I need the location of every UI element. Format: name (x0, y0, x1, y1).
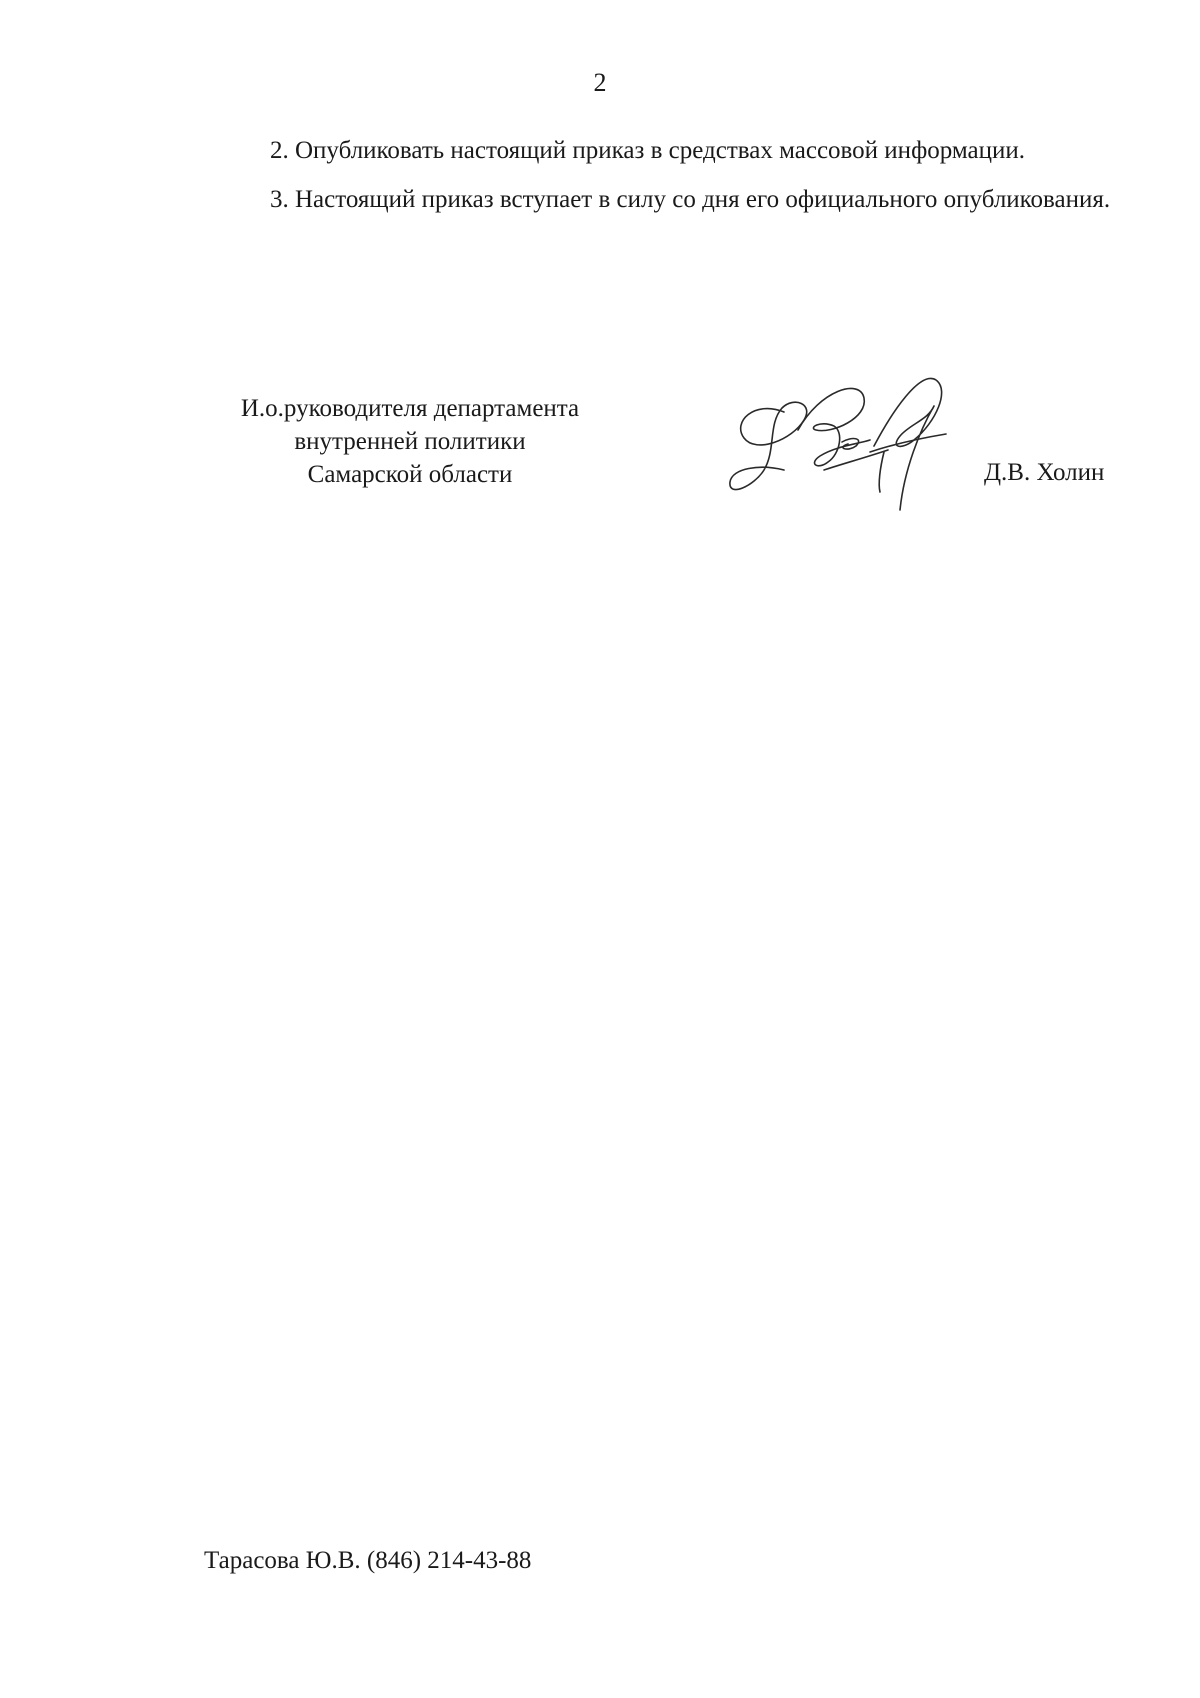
document-body (204, 127, 1128, 223)
handwritten-signature (724, 360, 974, 530)
position-line: внутренней политики (294, 428, 526, 455)
executor-contact: Тарасова Ю.В. (846) 214-43-88 (204, 1547, 532, 1574)
position-line: И.о.руководителя департамента (240, 395, 580, 422)
paragraph-effective-date: 3. Настоящий приказ вступает в силу со дня его официального опубликования. (270, 186, 1111, 213)
page-number: 2 (593, 68, 607, 97)
position-line: Самарской области (307, 461, 513, 488)
signer-name: Д.В. Холин (984, 459, 1105, 486)
paragraph-publish: 2. Опубликовать настоящий приказ в средствах массовой информации. (270, 137, 1026, 164)
signatory-position (190, 392, 630, 491)
